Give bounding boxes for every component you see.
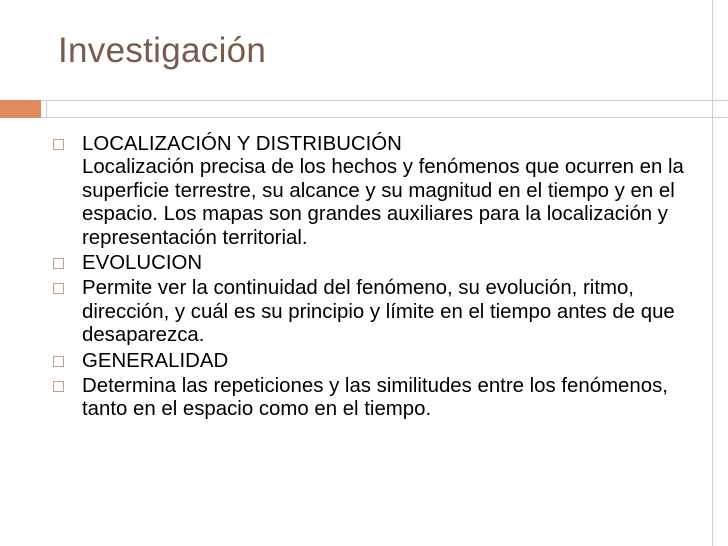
square-bullet-icon bbox=[53, 283, 64, 294]
bullet-item-generalidad bbox=[52, 350, 692, 373]
bullet-text: GENERALIDAD bbox=[82, 349, 229, 372]
bullet-item-localizacion bbox=[52, 133, 692, 250]
title-divider-top bbox=[41, 100, 728, 101]
right-vertical-rule bbox=[712, 0, 713, 546]
bullet-text: Determina las repeticiones y las similitudes entre los fenómenos, tanto en el espacio como en el tiempo. bbox=[82, 375, 668, 421]
bullet-heading: LOCALIZACIÓN Y DISTRIBUCIÓN bbox=[82, 133, 402, 155]
bullet-body: Localización precisa de los hechos y fenómenos que ocurren en la superficie terrestre, su alcance y su magnitud en el tiempo y en el espacio. Los mapas son grandes auxiliares para la localización y representación territorial. bbox=[82, 156, 684, 249]
title-divider-bottom bbox=[41, 117, 728, 118]
bullet-item-evolucion-desc bbox=[52, 277, 692, 347]
square-bullet-icon bbox=[53, 356, 64, 367]
divider-tick-left bbox=[46, 100, 47, 118]
square-bullet-icon bbox=[53, 258, 64, 269]
bullet-list bbox=[52, 133, 692, 424]
bullet-text: EVOLUCION bbox=[82, 252, 203, 275]
square-bullet-icon bbox=[53, 381, 64, 392]
bullet-item-evolucion bbox=[52, 252, 692, 275]
bullet-text: Permite ver la continuidad del fenómeno, su evolución, ritmo, dirección, y cuál es su principio y límite en el tiempo antes de que desaparezca. bbox=[82, 277, 675, 347]
accent-block bbox=[0, 100, 41, 118]
square-bullet-icon bbox=[53, 139, 64, 150]
slide-title: Investigación bbox=[58, 31, 267, 70]
bullet-item-generalidad-desc bbox=[52, 375, 692, 422]
